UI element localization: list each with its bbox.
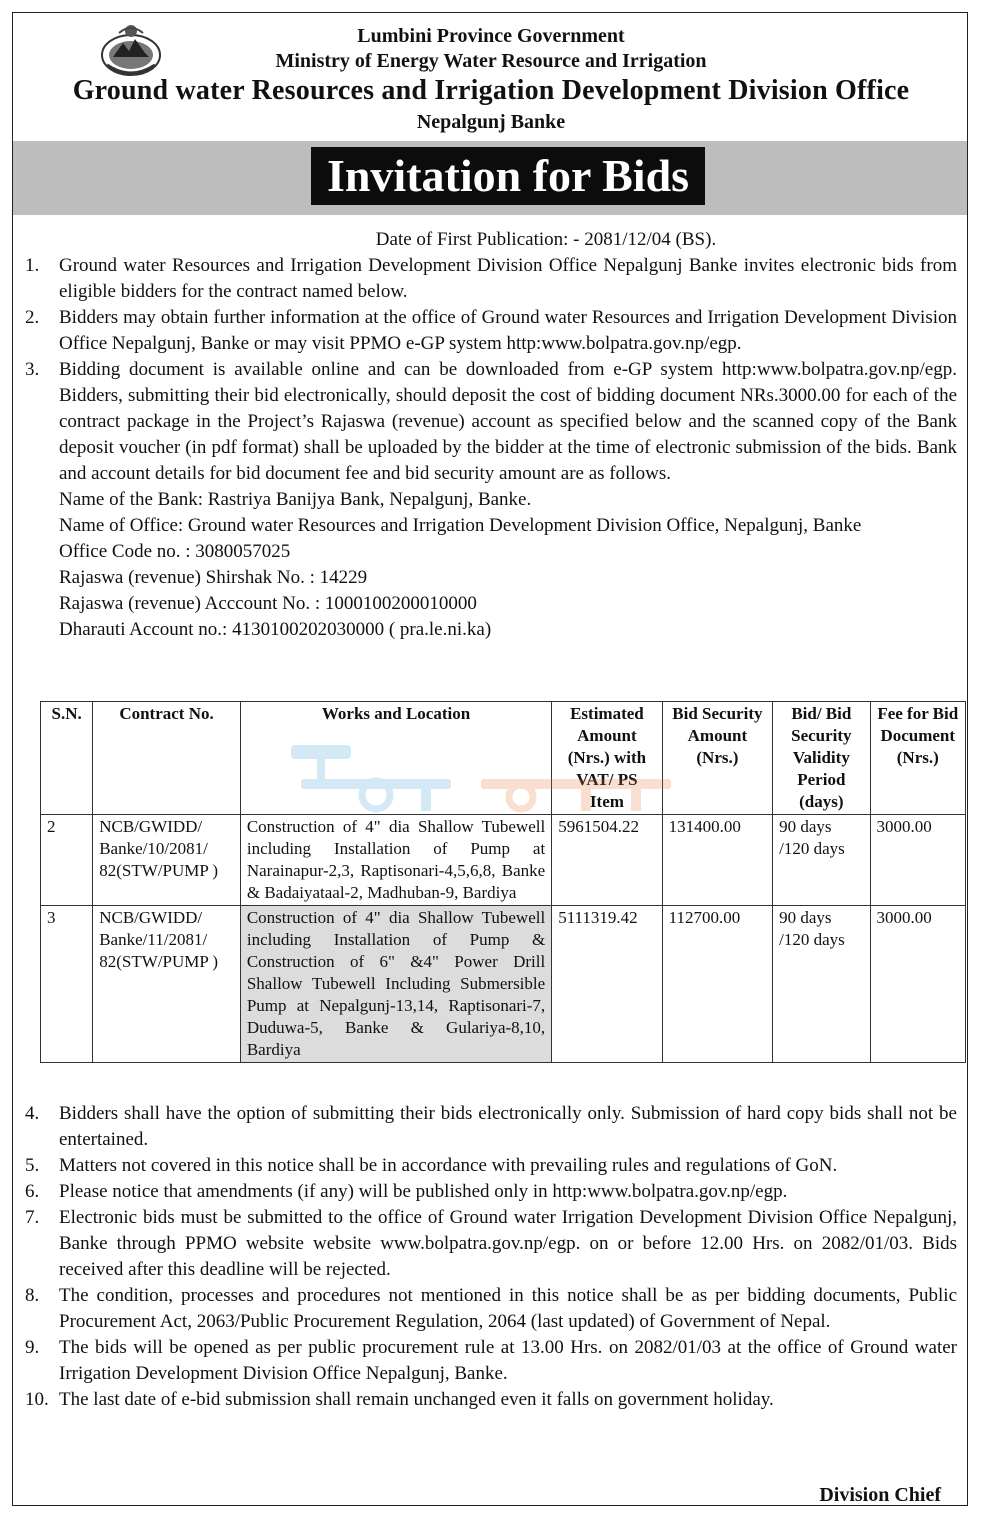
item-text: The last date of e-bid submission shall remain unchanged even it falls on government holiday. bbox=[59, 1389, 774, 1410]
office-detail: Name of Office: Ground water Resources and Irrigation Development Division Office, Nepalgunj, Banke bbox=[59, 515, 862, 536]
list-item bbox=[25, 305, 957, 357]
table-row bbox=[41, 906, 966, 1063]
column-header: Contract No. bbox=[93, 702, 241, 815]
notice-body-top bbox=[25, 227, 957, 643]
item-number: 10. bbox=[25, 1389, 49, 1410]
bank-name: Name of the Bank: Rastriya Banijya Bank, Nepalgunj, Banke. bbox=[59, 489, 532, 510]
cell-estimated-amount: 5111319.42 bbox=[552, 906, 662, 1063]
cell-validity: 90 days /120 days bbox=[773, 815, 870, 906]
item-text: Bidding document is available online and can be downloaded from e-GP system http:www.bolpatra.gov.np/egp. Bidders, submitting their bid electronically, should deposit the cost of bidding document NRs.3000.00 for each of the contract package in the Project’s Rajaswa (revenue) account as specified below and the scanned copy of the Bank deposit voucher (in pdf format) shall be uploaded by the bidder at the time of electronic submission of the bids. Bank and account details for bid document fee and bid security amount are as follows. bbox=[59, 359, 957, 484]
list-item bbox=[25, 253, 957, 305]
column-header: Bid Security Amount (Nrs.) bbox=[662, 702, 772, 815]
list-item bbox=[25, 1387, 957, 1413]
province-name: Lumbini Province Government bbox=[357, 25, 625, 47]
item-number: 9. bbox=[25, 1337, 40, 1358]
cell-works-location: Construction of 4" dia Shallow Tubewell including Installation of Pump & Construction of 6" &4" Power Drill Shallow Tubewell Including Submersible Pump at Nepalgunj-13,14, Raptisonari-7, Duduwa-5, Banke & Gulariya-8,10, Bardiya bbox=[240, 906, 551, 1063]
cell-sn: 2 bbox=[41, 815, 93, 906]
item-number: 2. bbox=[25, 307, 40, 328]
cell-sn: 3 bbox=[41, 906, 93, 1063]
revenue-heading-no: Rajaswa (revenue) Shirshak No. : 14229 bbox=[59, 567, 368, 588]
cell-contract-no: NCB/GWIDD/ Banke/11/2081/ 82(STW/PUMP ) bbox=[93, 906, 241, 1063]
cell-bid-security: 112700.00 bbox=[662, 906, 772, 1063]
ministry-name: Ministry of Energy Water Resource and Irrigation bbox=[275, 50, 707, 72]
item-text: Matters not covered in this notice shall be in accordance with prevailing rules and regulations of GoN. bbox=[59, 1155, 838, 1176]
cell-validity: 90 days /120 days bbox=[773, 906, 870, 1063]
page-title: Invitation for Bids bbox=[311, 147, 705, 205]
deposit-account-no: Dharauti Account no.: 4130100202030000 ( pra.le.ni.ka) bbox=[59, 619, 492, 640]
item-number: 8. bbox=[25, 1285, 40, 1306]
signature-title: Division Chief bbox=[819, 1484, 941, 1506]
table-row bbox=[41, 815, 966, 906]
bids-table bbox=[40, 701, 966, 1063]
column-header: Works and Location bbox=[240, 702, 551, 815]
item-number: 3. bbox=[25, 359, 40, 380]
notice-frame bbox=[12, 12, 968, 1506]
item-number: 7. bbox=[25, 1207, 40, 1228]
item-text: The condition, processes and procedures not mentioned in this notice shall be as per bidding documents, Public Procurement Act, 2063/Public Procurement Regulation, 2064 (last updated) of Government of Nepal. bbox=[59, 1285, 957, 1332]
list-item bbox=[25, 1283, 957, 1335]
cell-contract-no: NCB/GWIDD/ Banke/10/2081/ 82(STW/PUMP ) bbox=[93, 815, 241, 906]
publication-date: Date of First Publication: - 2081/12/04 (BS). bbox=[375, 229, 717, 250]
item-text: The bids will be opened as per public procurement rule at 13.00 Hrs. on 2082/01/03 at the office of Ground water Irrigation Development Division Office Nepalgunj, Banke. bbox=[59, 1337, 957, 1384]
item-number: 4. bbox=[25, 1103, 40, 1124]
list-item bbox=[25, 357, 957, 487]
revenue-account-no: Rajaswa (revenue) Acccount No. : 1000100200010000 bbox=[59, 593, 477, 614]
cell-estimated-amount: 5961504.22 bbox=[552, 815, 662, 906]
column-header: S.N. bbox=[41, 702, 93, 815]
column-header: Bid/ Bid Security Validity Period (days) bbox=[773, 702, 870, 815]
office-code: Office Code no. : 3080057025 bbox=[59, 541, 291, 562]
item-text: Bidders shall have the option of submitting their bids electronically only. Submission of hard copy bids shall not be entertained. bbox=[59, 1103, 957, 1150]
list-item bbox=[25, 1335, 957, 1387]
table-header-row bbox=[41, 702, 966, 815]
item-text: Please notice that amendments (if any) will be published only in http:www.bolpatra.gov.np/egp. bbox=[59, 1181, 788, 1202]
list-item bbox=[25, 1205, 957, 1283]
list-item bbox=[25, 1153, 957, 1179]
item-text: Electronic bids must be submitted to the office of Ground water Irrigation Development Division Office Nepalgunj, Banke through PPMO website website www.bolpatra.gov.np/egp. on or before 12.00 Hrs. on 2082/01/03. Bids received after this deadline will be rejected. bbox=[59, 1207, 957, 1280]
list-item bbox=[25, 1101, 957, 1153]
cell-fee: 3000.00 bbox=[870, 906, 965, 1063]
list-item bbox=[25, 1179, 957, 1205]
notice-header bbox=[13, 13, 969, 141]
cell-works-location: Construction of 4" dia Shallow Tubewell including Installation of Pump at Narainapur-2,3, Raptisonari-4,5,6,8, Banke & Badaiyataal-2, Madhuban-9, Bardiya bbox=[240, 815, 551, 906]
item-number: 5. bbox=[25, 1155, 40, 1176]
title-banner bbox=[13, 141, 967, 215]
office-location: Nepalgunj Banke bbox=[416, 111, 566, 133]
cell-fee: 3000.00 bbox=[870, 815, 965, 906]
notice-body-bottom bbox=[25, 1101, 957, 1413]
column-header: Fee for Bid Document (Nrs.) bbox=[870, 702, 965, 815]
office-name: Ground water Resources and Irrigation Development Division Office bbox=[72, 75, 910, 106]
item-text: Ground water Resources and Irrigation Development Division Office Nepalgunj Banke invites electronic bids from eligible bidders for the contract named below. bbox=[59, 255, 957, 302]
item-number: 1. bbox=[25, 255, 40, 276]
item-text: Bidders may obtain further information at the office of Ground water Resources and Irrigation Development Division Office Nepalgunj, Banke or may visit PPMO e-GP system http:www.bolpatra.gov.np/egp. bbox=[59, 307, 957, 354]
item-number: 6. bbox=[25, 1181, 40, 1202]
cell-bid-security: 131400.00 bbox=[662, 815, 772, 906]
column-header: Estimated Amount (Nrs.) with VAT/ PS Item bbox=[552, 702, 662, 815]
